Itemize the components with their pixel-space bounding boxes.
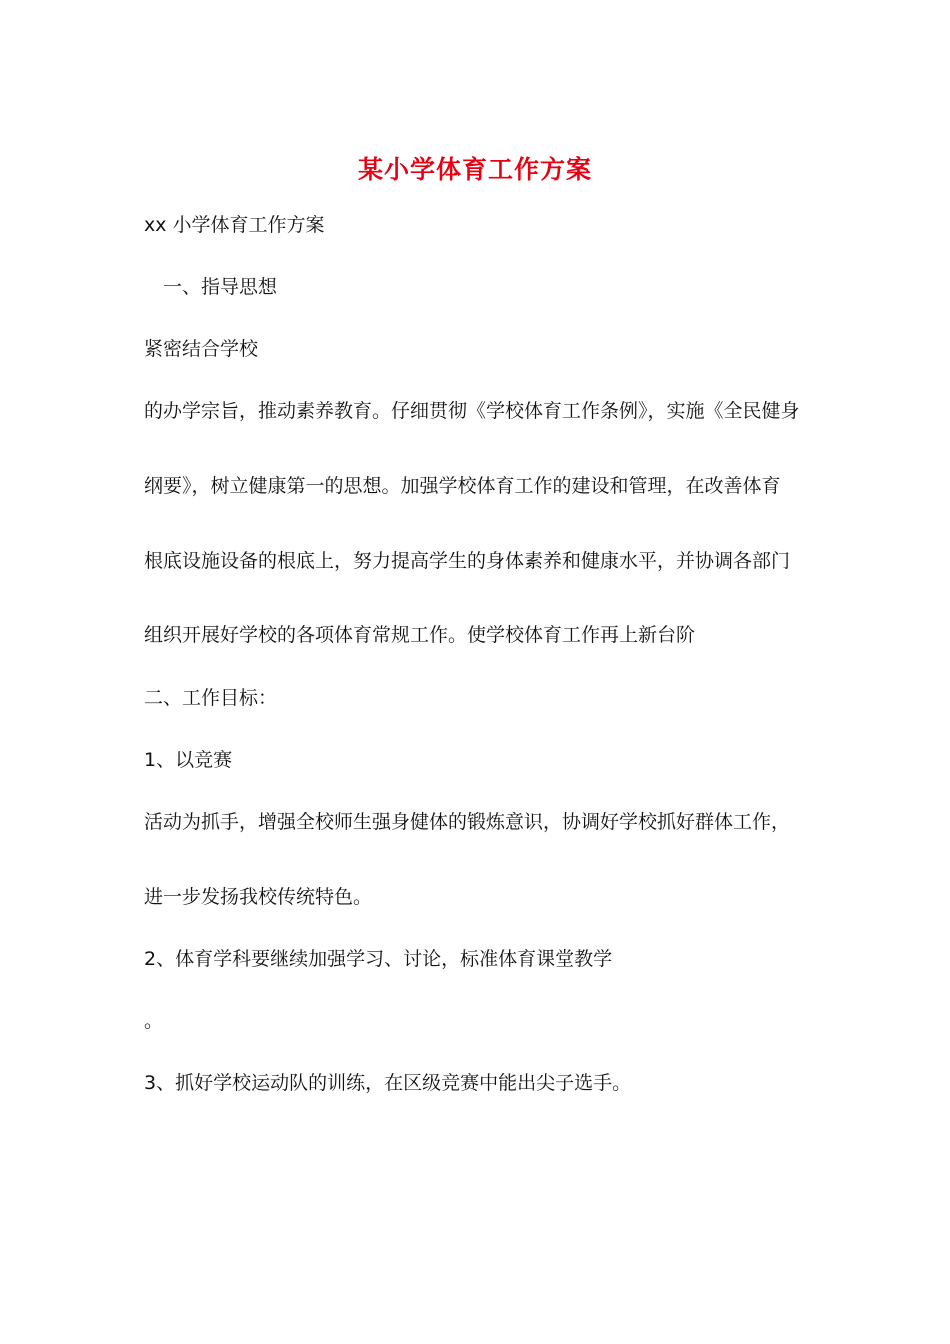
doc-line: 。 <box>144 1010 164 1032</box>
doc-heading-guiding-thought: 一、指导思想 <box>163 276 278 298</box>
document-title: 某小学体育工作方案 <box>357 155 592 184</box>
doc-line: 紧密结合学校 <box>144 338 259 360</box>
doc-line: 组织开展好学校的各项体育常规工作。使学校体育工作再上新台阶 <box>144 624 696 646</box>
doc-list-item-2: 2、体育学科要继续加强学习、讨论，标准体育课堂教学 <box>144 948 613 970</box>
doc-heading-work-goals: 二、工作目标： <box>144 687 278 709</box>
doc-line-subtitle: xx 小学体育工作方案 <box>144 214 325 236</box>
doc-line: 进一步发扬我校传统特色。 <box>144 886 373 908</box>
doc-line: 活动为抓手，增强全校师生强身健体的锻炼意识，协调好学校抓好群体工作， <box>144 811 791 833</box>
doc-list-item-1: 1、以竞赛 <box>144 749 233 771</box>
doc-list-item-3: 3、抓好学校运动队的训练，在区级竞赛中能出尖子选手。 <box>144 1072 632 1094</box>
doc-line: 纲要》，树立健康第一的思想。加强学校体育工作的建设和管理，在改善体育 <box>144 475 781 497</box>
doc-line: 根底设施设备的根底上，努力提高学生的身体素养和健康水平，并协调各部门 <box>144 550 791 572</box>
doc-line: 的办学宗旨，推动素养教育。仔细贯彻《学校体育工作条例》，实施《全民健身 <box>144 400 800 422</box>
